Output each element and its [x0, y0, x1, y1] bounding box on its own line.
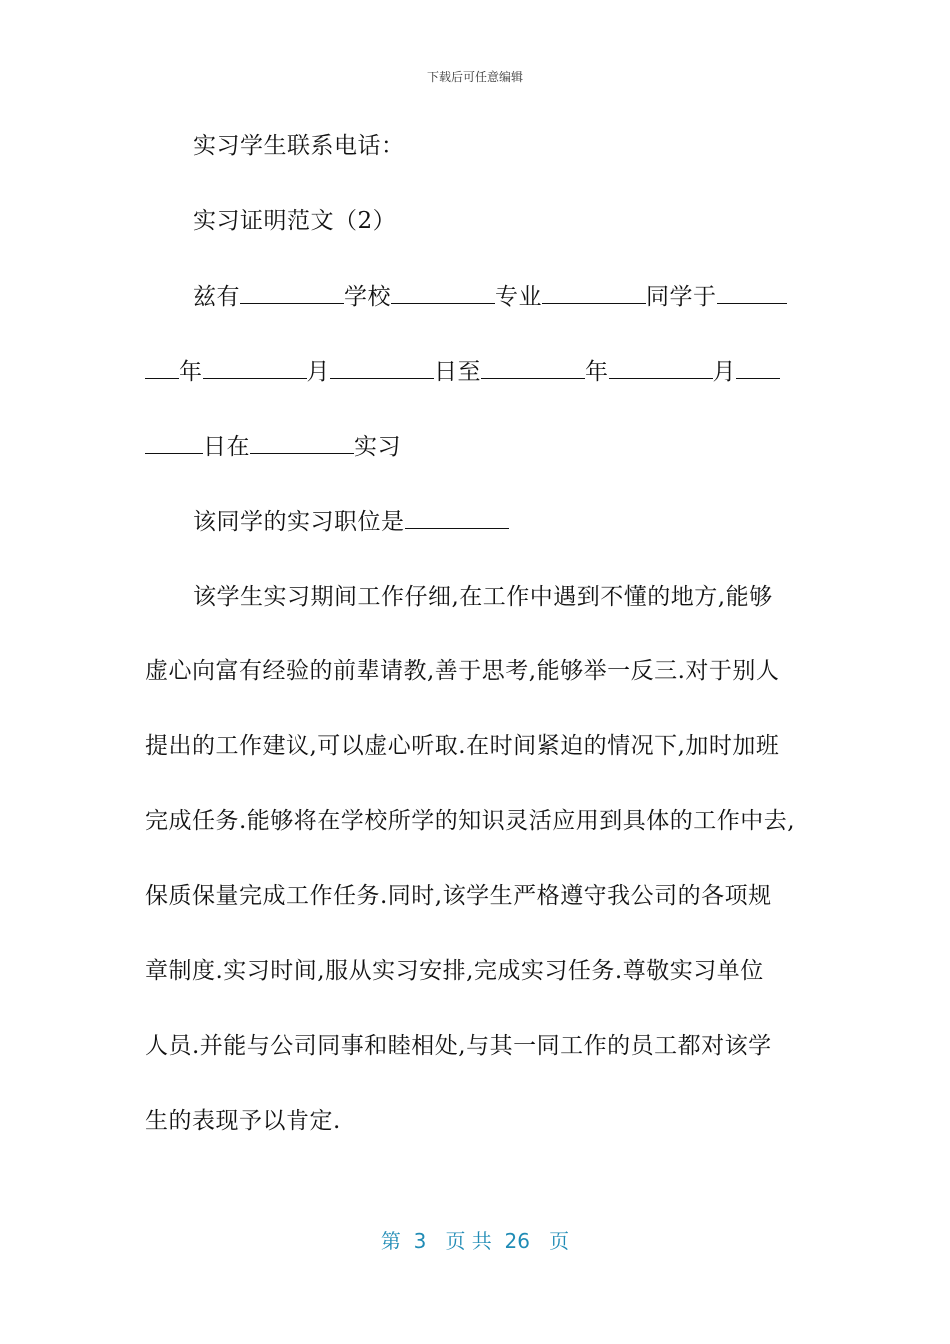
footer-label: 页 共	[445, 1229, 492, 1253]
position-line	[193, 507, 509, 537]
text-segment: 该同学的实习职位是	[193, 509, 405, 535]
text-segment: 兹有	[193, 284, 240, 310]
text-segment: 日在	[203, 434, 250, 460]
paragraph-line: 人员.并能与公司同事和睦相处,与其一同工作的员工都对该学	[145, 1033, 772, 1059]
fill-line-1	[193, 282, 787, 312]
blank-field	[203, 358, 307, 379]
paragraph-line: 章制度.实习时间,服从实习安排,完成实习任务.尊敬实习单位	[145, 958, 764, 984]
text-segment: 年	[585, 359, 609, 385]
section-title: 实习证明范文（2）	[193, 208, 397, 234]
text-segment: 日至	[434, 359, 481, 385]
header-note: 下载后可任意编辑	[426, 70, 523, 84]
blank-field	[542, 283, 646, 304]
footer-label: 页	[549, 1229, 570, 1253]
footer-label: 第	[380, 1229, 401, 1253]
blank-field	[250, 433, 354, 454]
blank-field	[609, 358, 713, 379]
current-page-number: 3	[413, 1229, 427, 1253]
paragraph-line: 保质保量完成工作任务.同时,该学生严格遵守我公司的各项规	[145, 883, 772, 909]
text-segment: 专业	[495, 284, 542, 310]
blank-field	[481, 358, 585, 379]
contact-line: 实习学生联系电话：	[193, 133, 405, 159]
blank-field	[240, 283, 344, 304]
page-footer	[0, 1225, 950, 1254]
blank-field	[717, 283, 787, 304]
text-segment: 月	[306, 359, 330, 385]
total-pages-number: 26	[504, 1229, 530, 1253]
paragraph-line: 提出的工作建议,可以虚心听取.在时间紧迫的情况下,加时加班	[145, 733, 780, 759]
blank-field	[405, 508, 509, 529]
fill-line-3	[145, 432, 401, 462]
fill-line-2	[145, 357, 780, 387]
text-segment: 年	[179, 359, 203, 385]
blank-field	[736, 358, 780, 379]
paragraph-line: 完成任务.能够将在学校所学的知识灵活应用到具体的工作中去,	[145, 808, 796, 834]
blank-field	[391, 283, 495, 304]
text-segment: 月	[712, 359, 736, 385]
blank-field	[145, 433, 203, 454]
blank-field	[145, 358, 179, 379]
blank-field	[330, 358, 434, 379]
text-segment: 实习	[354, 434, 401, 460]
paragraph-line: 虚心向富有经验的前辈请教,善于思考,能够举一反三.对于别人	[145, 658, 780, 684]
text-segment: 学校	[344, 284, 391, 310]
paragraph-line: 生的表现予以肯定.	[145, 1108, 341, 1134]
text-segment: 同学于	[646, 284, 717, 310]
paragraph-line: 该学生实习期间工作仔细,在工作中遇到不懂的地方,能够	[193, 584, 773, 610]
